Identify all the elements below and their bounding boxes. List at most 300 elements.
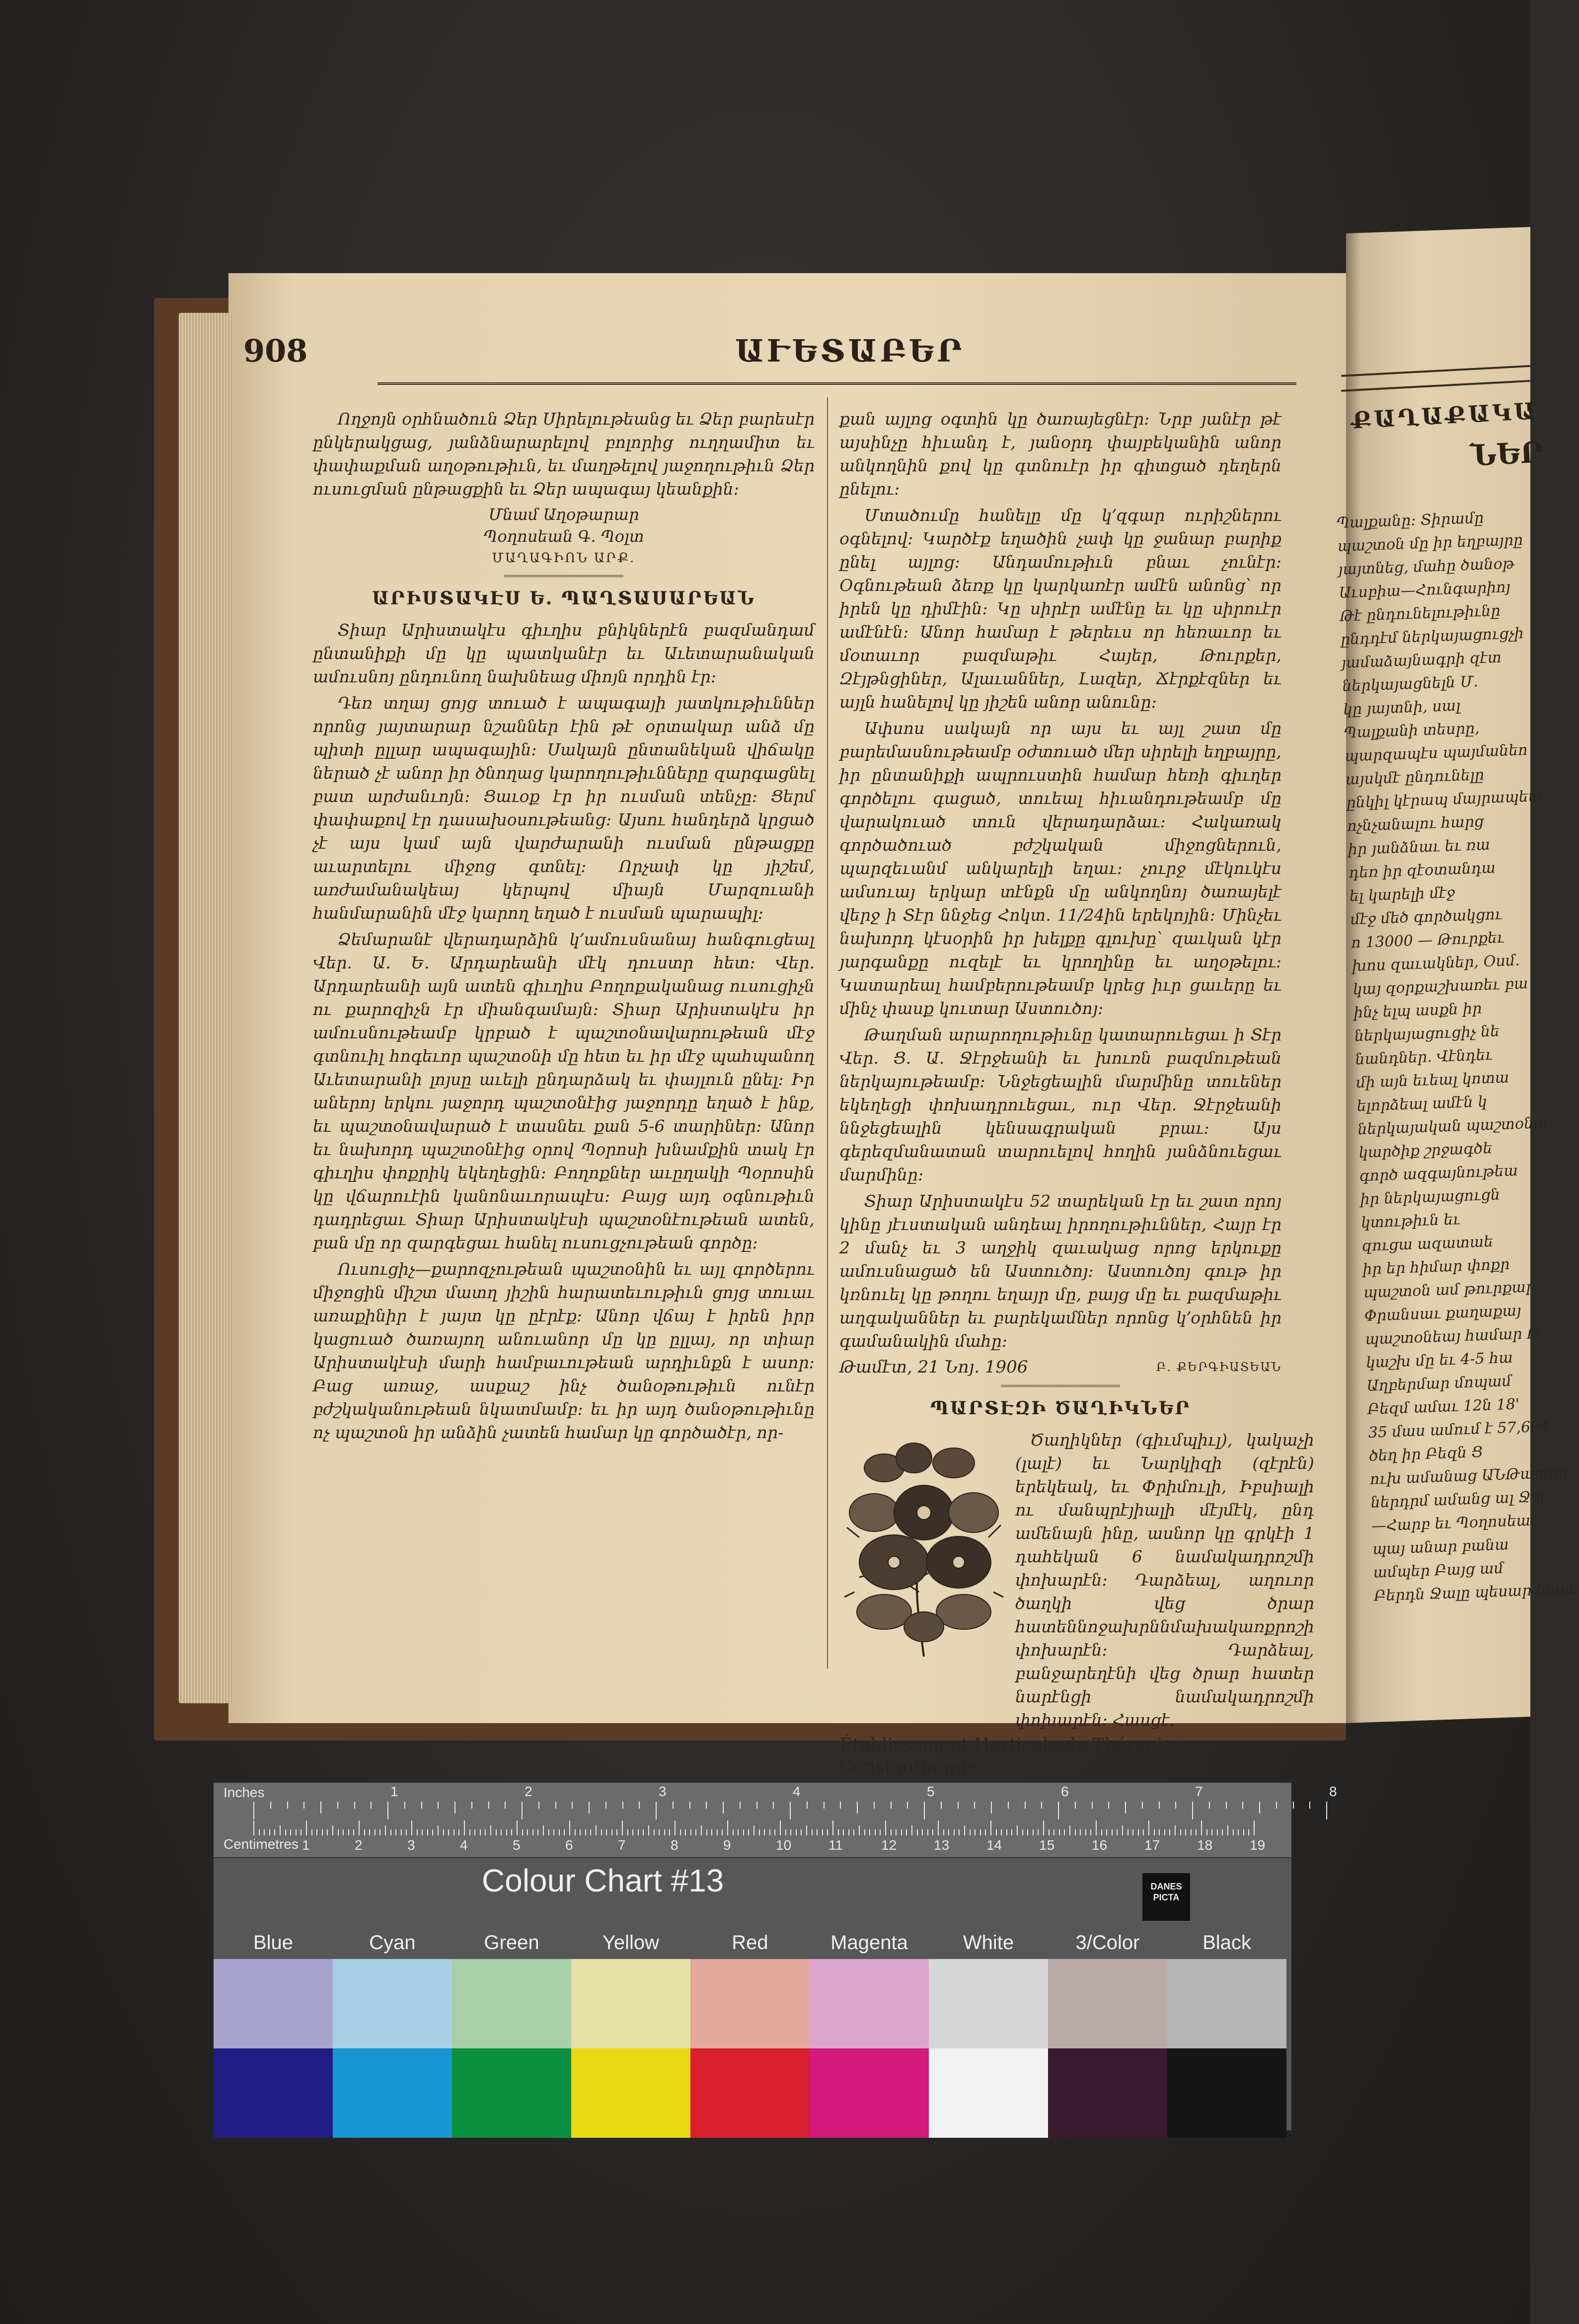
ruler-tick <box>785 1829 786 1835</box>
swatch-dark <box>810 2048 929 2138</box>
right-page-title: ՔԱՂԱՔԱԿԱ <box>1350 397 1539 434</box>
swatch-light <box>214 1959 333 2048</box>
right-page-line: Պալքանը։ Տիրամը <box>1336 509 1484 532</box>
ruler-tick <box>975 1829 976 1835</box>
swatch-dark <box>333 2048 452 2138</box>
right-page-line: —Հարբ եւ Պօղոսեաւ <box>1371 1512 1538 1535</box>
ruler-tick <box>774 1829 775 1835</box>
ruler-tick <box>448 1829 449 1835</box>
ruler-tick <box>471 1802 472 1809</box>
ruler-tick <box>253 1820 254 1835</box>
ruler-tick <box>580 1829 581 1835</box>
ruler-tick <box>287 1802 288 1809</box>
ruler-tick <box>1159 1829 1160 1835</box>
right-page-line: ուխ ամանաց ԱՆԹաղիոյ, <box>1369 1463 1573 1488</box>
ruler-tick <box>822 1829 823 1835</box>
ruler-tick <box>738 1829 739 1835</box>
paragraph: Տիար Արիստակէս 52 տարեկան էր եւ շատ որոյ կինը յէւստական անդեալ իրողութիւններ, Հայր էր 2 մանչ եւ 3 աղջիկ զաւակաց որոց երկուքը ամուսնացած են Աստուծոյ։ Աստուծոյ գութ իր կռնուել կը թողու եղայր մը, բայց մը եւ բազմաթիւ աղգականներ եւ բարեկամներ որոնց կ՚օրհնեն իր գամանակին մահը։ <box>839 1191 1281 1351</box>
ruler-tick <box>253 1802 254 1819</box>
ruler-tick <box>927 1829 928 1835</box>
ruler-tick <box>1175 1802 1176 1809</box>
section-title-obituary: ԱՐԻՍՏԱԿԷՍ Ե. ՊԱՂՏԱՍԱՐԵԱՆ <box>372 588 755 609</box>
ruler-tick <box>632 1829 633 1835</box>
ruler-tick <box>1125 1802 1126 1814</box>
ruler-tick <box>780 1820 781 1835</box>
ruler-tick <box>458 1829 459 1835</box>
ruler-tick <box>1022 1829 1023 1835</box>
ruler-tick <box>296 1829 297 1835</box>
ruler-tick <box>259 1829 260 1835</box>
ruler-tick <box>723 1802 724 1814</box>
ruler-tick <box>1326 1802 1327 1819</box>
ruler-tick <box>1025 1802 1026 1809</box>
ruler-tick <box>427 1829 428 1835</box>
ruler-tick <box>364 1829 365 1835</box>
colour-chart <box>214 1783 1337 2130</box>
cm-number: 13 <box>934 1837 950 1853</box>
ruler-tick <box>857 1802 858 1814</box>
ruler-tick <box>1154 1829 1155 1835</box>
ruler-tick <box>611 1829 612 1835</box>
ruler-tick <box>996 1829 997 1835</box>
cm-number: 14 <box>986 1837 1002 1853</box>
right-page-line: գործ ազգայնութեա <box>1359 1162 1518 1185</box>
ruler-tick <box>1096 1820 1097 1835</box>
inch-number: 2 <box>525 1784 532 1799</box>
swatch-label-yellow: Yellow <box>602 1932 660 1954</box>
right-page-line: նանդներ. Վէնդեւ <box>1354 1046 1493 1069</box>
ruler-tick <box>371 1802 372 1809</box>
ruler-tick <box>1209 1802 1210 1809</box>
ruler-tick <box>320 1802 321 1814</box>
ruler-tick <box>954 1829 955 1835</box>
swatch-dark <box>452 2048 571 2138</box>
right-page-line: ներկայական պաշտօնա <box>1357 1114 1548 1139</box>
ruler-tick <box>659 1829 660 1835</box>
swatch-label-green: Green <box>484 1932 539 1954</box>
right-page-line: ընկիլ կէրապ մայրապետ <box>1346 787 1543 812</box>
ruler-tick <box>901 1829 902 1835</box>
right-page-line: պաշտօն մը իր եղբայրը <box>1337 531 1523 555</box>
signature-line: Մնամ Աղօթարար <box>488 505 639 524</box>
paragraph: Ձեմարանէ վերադարձին կ՚ամուսնանայ հանգուցեալ Վեր. Ա. Ե. Արդարեանի մէկ դուստր հետ։ Վեր. Արդարեանի այն ատեն գիւղիս Բողոքականաց ուսուցիչն ու քարոզիչն էր միանգամայն։ Տիար Արիստակէս իր ամուսնութեամբ կրբած է պաշտօնավարութեան մէջ գտնուիլ հոգեւոր պաշտօնի մը հետ եւ իր մէջ պահպանող Աւետարանի լոյսը աւելի ընդարձակ եւ փայլուն ընել։ Իր աներոյ երկու յաջորդ պաշտօնէից յաջորդը եղած է ինք, եւ պաշտօնավարած է տասնեւ քան 5-6 տարիներ։ Անոր եւ նախորդ պաշտօնէից օրով Պօրոսի խնամքին տակ էր գիւղիս փոքրիկ եկեղեցին։ Բողոքներ աւըղակի Պօրոսին կը վճարուէին կանոնաւորապէս։ Բայց այդ օգնութիւն դադրեցաւ Տիար Արիստակէսի պաշտօնէութեան ատեն, բան մը որ զարգեցաւ հանել ուսուցչութեան գործը։ <box>313 930 815 1252</box>
swatch-dark <box>571 2048 690 2138</box>
ruler-tick <box>464 1820 465 1835</box>
swatch-light <box>571 1959 690 2048</box>
ruler-tick <box>1132 1829 1133 1835</box>
right-page-line: Բերդն Ջալը պեսար հայա <box>1373 1580 1579 1605</box>
ruler-tick <box>1309 1802 1310 1809</box>
ruler-tick <box>354 1802 355 1809</box>
ruler-tick <box>569 1820 570 1835</box>
ruler-tick <box>488 1802 489 1809</box>
ruler-tick <box>387 1802 388 1819</box>
ruler-tick <box>264 1829 265 1835</box>
ruler-tick <box>1092 1802 1093 1809</box>
ruler-tick <box>796 1829 797 1835</box>
swatch-label-3-color: 3/Color <box>1075 1932 1140 1954</box>
ruler-tick <box>627 1829 628 1835</box>
ruler-tick <box>824 1802 825 1809</box>
ruler-tick <box>675 1820 676 1835</box>
swatch-label-black: Black <box>1203 1932 1251 1954</box>
ruler-tick <box>1122 1825 1123 1835</box>
ruler-tick <box>496 1829 497 1835</box>
ruler-tick <box>717 1829 718 1835</box>
ruler-tick <box>485 1829 486 1835</box>
ruler-tick <box>891 1829 892 1835</box>
ruler-tick <box>1276 1802 1277 1809</box>
cm-number: 4 <box>460 1837 468 1853</box>
ruler-tick <box>548 1829 549 1835</box>
ruler-tick <box>1191 1829 1192 1835</box>
ruler-tick <box>706 1802 707 1809</box>
ruler-tick <box>1108 1802 1109 1809</box>
ruler-tick <box>322 1829 323 1835</box>
right-page-line: ել կարելի մէջ <box>1349 884 1455 905</box>
swatch-light <box>810 1959 929 2048</box>
ruler-tick <box>532 1829 533 1835</box>
ruler-tick <box>959 1829 960 1835</box>
ruler-tick <box>1248 1829 1249 1835</box>
swatch-label-cyan: Cyan <box>369 1932 416 1954</box>
right-page-line: Թէ ընդունելութիւնը <box>1339 602 1501 625</box>
measurement-ruler <box>214 1783 1337 1858</box>
ruler-tick <box>1238 1829 1239 1835</box>
ruler-tick <box>337 1802 338 1809</box>
ruler-tick <box>656 1802 657 1819</box>
ruler-tick <box>985 1829 986 1835</box>
right-page-line: Բեզմ ամաւ 12ն 18' <box>1367 1395 1520 1418</box>
ruler-tick <box>306 1820 307 1835</box>
ruler-tick <box>511 1829 512 1835</box>
ruler-tick <box>269 1829 270 1835</box>
ruler-tick <box>1041 1802 1042 1809</box>
ruler-tick <box>840 1802 841 1809</box>
ruler-tick <box>827 1829 828 1835</box>
ruler-tick <box>411 1820 412 1835</box>
right-page-line: պայ անար բանա <box>1372 1536 1509 1558</box>
section-rule <box>504 575 623 577</box>
ruler-tick <box>711 1829 712 1835</box>
ruler-tick <box>974 1802 975 1809</box>
ruler-tick <box>422 1829 423 1835</box>
cm-number: 5 <box>513 1837 521 1853</box>
centimetres-label: Centimetres <box>224 1836 299 1852</box>
ruler-tick <box>1112 1829 1113 1835</box>
ruler-tick <box>843 1829 844 1835</box>
cm-number: 6 <box>565 1837 573 1853</box>
ruler-tick <box>1293 1802 1294 1809</box>
swatch-light <box>1167 1959 1286 2048</box>
date: Թամէտ, 21 Նոյ. 1906 <box>839 1357 1028 1377</box>
ruler-tick <box>537 1829 538 1835</box>
swatch-label-white: White <box>963 1932 1014 1954</box>
ruler-tick <box>443 1829 444 1835</box>
ruler-tick <box>1058 1802 1059 1819</box>
danes-picta-logo: DANES PICTA <box>1142 1873 1190 1921</box>
ruler-tick <box>290 1829 291 1835</box>
ruler-tick <box>1242 1802 1243 1809</box>
ruler-tick <box>1143 1829 1144 1835</box>
ruler-tick <box>1059 1829 1060 1835</box>
ruler-tick <box>316 1829 317 1835</box>
ruler-tick <box>838 1829 839 1835</box>
ruler-tick <box>864 1829 865 1835</box>
ruler-tick <box>1192 1802 1193 1819</box>
ruler-tick <box>404 1802 405 1809</box>
right-page-line: իր եր հիմար փոքր <box>1362 1255 1510 1279</box>
ruler-tick <box>417 1829 418 1835</box>
ruler-tick <box>564 1829 565 1835</box>
right-page-line: յայտնեց, մահը ծանօթ <box>1338 555 1515 579</box>
inch-number: 4 <box>793 1784 801 1799</box>
author: Բ. ՔԵՐԳԻԱՏԵԱՆ <box>1156 1360 1281 1374</box>
ruler-tick <box>753 1825 754 1835</box>
swatch-dark <box>1167 2048 1286 2138</box>
ruler-tick <box>722 1829 723 1835</box>
inch-number: 6 <box>1061 1784 1069 1799</box>
ruler-tick <box>790 1802 791 1819</box>
section-title-flowers: ՊԱՐՏԷԶԻ ԾԱՂԻԿՆԵՐ <box>930 1398 1191 1419</box>
ruler-tick <box>639 1802 640 1809</box>
ruler-tick <box>906 1829 907 1835</box>
ruler-tick <box>332 1825 333 1835</box>
ruler-tick <box>1211 1829 1212 1835</box>
ruler-tick <box>748 1829 749 1835</box>
cm-number: 8 <box>671 1837 678 1853</box>
ruler-tick <box>970 1829 971 1835</box>
page-number: 908 <box>243 333 308 369</box>
ruler-tick <box>1033 1829 1034 1835</box>
ruler-tick <box>1117 1829 1118 1835</box>
right-page-line: խոս զաւակներ, Օսմ. <box>1352 951 1520 975</box>
flower-section <box>839 1428 1314 1735</box>
right-page-line: ներկայացնելն Մ. <box>1342 673 1479 695</box>
ruler-tick <box>438 1802 439 1809</box>
right-page-line: ծեղ իր Բեզն Ց <box>1368 1443 1483 1465</box>
column-divider <box>827 397 828 1669</box>
right-page-line: կարծիք շրջագծե <box>1358 1139 1493 1162</box>
ruler-tick <box>790 1829 791 1835</box>
ruler-tick <box>680 1829 681 1835</box>
ruler-tick <box>1233 1829 1234 1835</box>
ruler-tick <box>807 1802 808 1809</box>
ruler-tick <box>303 1802 304 1809</box>
ruler-tick <box>1164 1829 1165 1835</box>
right-page-line: իր յանձնաւ եւ ռա <box>1348 836 1491 859</box>
inches-label: Inches <box>224 1785 265 1800</box>
ruler-tick <box>622 1820 623 1835</box>
ruler-tick <box>1159 1802 1160 1809</box>
running-head: ԱՒԵՏԱԲԵՐ <box>735 333 965 369</box>
chart-title: Colour Chart #13 <box>482 1863 724 1898</box>
swatch-light <box>452 1959 571 2048</box>
ruler-tick <box>806 1825 807 1835</box>
right-page-line: մի այն եւեալ կոտա <box>1355 1069 1509 1092</box>
ruler-tick <box>801 1829 802 1835</box>
ruler-tick <box>638 1829 639 1835</box>
ruler-tick <box>669 1829 670 1835</box>
right-page-subtitle: ՆԵՐ <box>1469 435 1545 473</box>
ruler-tick <box>270 1802 271 1809</box>
paragraph: քան այլոց օգտին կը ծառայեցնէր։ Նրբ յանէր թէ այսինչը հիւանդ է, յանօրդ փայբեկանին անոր անկողնին քով կը գտնուէր իր գիտցած դեղերն ընելու։ <box>839 409 1281 499</box>
ruler-tick <box>1243 1829 1244 1835</box>
ruler-tick <box>1180 1829 1181 1835</box>
ruler-tick <box>673 1802 674 1809</box>
ruler-tick <box>453 1829 454 1835</box>
cm-number: 12 <box>881 1837 897 1853</box>
ruler-tick <box>853 1829 854 1835</box>
ruler-tick <box>421 1802 422 1809</box>
right-page-line: Փրանսաւ քաղաքայ <box>1363 1302 1521 1325</box>
ruler-tick <box>622 1802 623 1809</box>
ruler-tick <box>690 1829 691 1835</box>
right-page-line: պարզապէս պայմանեո <box>1344 741 1528 765</box>
swatch-dark <box>690 2048 810 2138</box>
ruler-tick <box>522 1829 523 1835</box>
page-edges <box>179 313 233 1703</box>
cm-number: 7 <box>618 1837 626 1853</box>
signature-name: Պօղոսեան Գ. Պօլտ <box>483 527 644 546</box>
ruler-tick <box>454 1802 455 1814</box>
ruler-tick <box>589 1802 590 1814</box>
ruler-tick <box>1011 1829 1012 1835</box>
ruler-tick <box>759 1829 760 1835</box>
ruler-tick <box>1148 1820 1149 1835</box>
ruler-tick <box>555 1802 556 1809</box>
ruler-tick <box>527 1829 528 1835</box>
ruler-tick <box>1049 1829 1050 1835</box>
ruler-tick <box>1185 1829 1186 1835</box>
ruler-tick <box>572 1802 573 1809</box>
ruler-tick <box>817 1829 818 1835</box>
dateline <box>839 1356 1281 1379</box>
ruler-tick <box>1169 1829 1170 1835</box>
ruler-tick <box>812 1829 813 1835</box>
flower-engraving <box>839 1428 1008 1662</box>
ruler-tick <box>395 1829 396 1835</box>
ruler-tick <box>689 1802 690 1809</box>
ruler-tick <box>1001 1829 1002 1835</box>
ruler-tick <box>601 1829 602 1835</box>
ruler-tick <box>1075 1829 1076 1835</box>
swatch-light <box>1048 1959 1167 2048</box>
ruler-tick <box>874 1802 875 1809</box>
ruler-tick <box>648 1825 649 1835</box>
ruler-tick <box>280 1825 281 1835</box>
ruler-tick <box>1080 1829 1081 1835</box>
ruler-tick <box>1006 1829 1007 1835</box>
ruler-tick <box>1196 1829 1197 1835</box>
ruler-tick <box>353 1829 354 1835</box>
ruler-tick <box>880 1829 881 1835</box>
swatch-light <box>929 1959 1048 2048</box>
ruler-tick <box>1069 1825 1070 1835</box>
ruler-tick <box>543 1825 544 1835</box>
ruler-tick <box>343 1829 344 1835</box>
ruler-tick <box>311 1829 312 1835</box>
right-page-line: Պալքանի տեսրը, <box>1343 720 1480 742</box>
right-page-line: ոչնչանալու հարց <box>1347 813 1484 835</box>
ruler-tick <box>907 1802 908 1809</box>
cm-number: 11 <box>828 1837 843 1853</box>
signature-place: ՄԱՂԱԳԻՈՆ ԱՐՔ. <box>492 551 636 566</box>
ruler-tick <box>685 1829 686 1835</box>
cm-number: 19 <box>1250 1837 1266 1853</box>
right-page-line: ներկայացուցիչ նե <box>1354 1022 1500 1045</box>
ruler-tick <box>469 1829 470 1835</box>
paragraph: Ուսուցիչ—քարոզչութեան պաշտօնին եւ այլ գործերու միջոցին միշտ մատղ յիշին հարատեւութիւն ցոյց տուաւ առաքինիր է յայտ կը ըէրէք։ Անոր վճայ է իրեն իրր կացուած ծառայող անուանոր մը կը ըլլայ, որ տիար Արիստակէսի մարի համբաւութեան արդիւնքն է ասոր։ Բաց առաջ, ասքաշ ինչ ծանօթութիւն ունէր բժշկականութեան նկատմամբ։ եւ իր այդ ծանօթութիւնը ոչ պաշտօն իր անձին չատեն համար կը գործածէր, որ- <box>313 1259 815 1442</box>
cm-number: 16 <box>1092 1837 1108 1853</box>
right-page-line: 35 մաս ամում է 57,694 <box>1368 1418 1550 1442</box>
ruler-tick <box>769 1829 770 1835</box>
ruler-tick <box>917 1829 918 1835</box>
ruler-tick <box>832 1820 833 1835</box>
ruler-tick <box>875 1829 876 1835</box>
cm-number: 18 <box>1197 1837 1213 1853</box>
cm-number: 2 <box>355 1837 363 1853</box>
right-page-line: կաշխ մը եւ 4-5 հա <box>1365 1349 1513 1372</box>
paragraph: Դեռ տղայ ցոյց տուած է ապագայի յատկութիւններ որոնց յայտարար նշաններ էին թէ օրտակար անձ մը պիտի ըլլար ապագային։ Սակայն ընտանեկան վիճակը ներած չէ անոր իր ծնողաց կարողութիւնները զարգացնել բատ արժանւոյն։ Ցաւօք էր իր ուսման տենչը։ Ցերմ փափաքով էր դասախօսութեանց։ Այսու հանդերձ կրցած չէ այս կամ այն վարժարանի ուսման ընթացքը աւարտելու միջոց գտնել։ Որչափ կը յիշեմ, առժամանակեայ կերպով միայն Մարզուանի հանմարանին մէջ կարող եղած է ուսման պարապիլ։ <box>313 693 815 923</box>
ruler-tick <box>664 1829 665 1835</box>
ruler-tick <box>869 1829 870 1835</box>
ruler-tick <box>375 1829 376 1835</box>
ruler-tick <box>891 1802 892 1809</box>
cm-number: 1 <box>302 1837 310 1853</box>
ruler-tick <box>575 1829 576 1835</box>
ruler-tick <box>438 1825 439 1835</box>
cm-number: 17 <box>1144 1837 1160 1853</box>
ruler-tick <box>1142 1802 1143 1809</box>
ruler-tick <box>506 1829 507 1835</box>
ruler-tick <box>948 1829 949 1835</box>
ruler-tick <box>958 1802 959 1809</box>
right-page-line: ներդրմ ամանց ալ Ջպ <box>1370 1488 1545 1512</box>
left-column <box>313 407 815 1447</box>
ruler-tick <box>1138 1829 1139 1835</box>
right-page-line: մէջ մեծ գործակցու <box>1350 905 1503 929</box>
ruler-tick <box>701 1825 702 1835</box>
ruler-tick <box>327 1829 328 1835</box>
ruler-tick <box>1038 1829 1039 1835</box>
ruler-tick <box>606 1829 607 1835</box>
swatch-dark <box>214 2048 333 2138</box>
inch-number: 1 <box>390 1784 398 1799</box>
ruler-tick <box>401 1829 402 1835</box>
ruler-tick <box>369 1829 370 1835</box>
ruler-tick <box>1043 1820 1044 1835</box>
ruler-tick <box>385 1825 386 1835</box>
ruler-tick <box>379 1829 380 1835</box>
ruler-tick <box>1206 1829 1207 1835</box>
right-page-line: զուցա ազատաե <box>1361 1233 1494 1255</box>
ruler-tick <box>964 1825 965 1835</box>
ruler-tick <box>432 1829 433 1835</box>
inch-number: 7 <box>1195 1784 1203 1799</box>
ruler-tick <box>505 1802 506 1809</box>
right-page-line: ինչ ելպ ասքն իր <box>1353 1000 1482 1022</box>
ruler-tick <box>943 1829 944 1835</box>
right-page-line: Աւսբիա—Հունգարիոյ <box>1339 578 1511 602</box>
paragraph: Ափսոս սակայն որ այս եւ այլ շատ մը բարեմասնութեամբ օժտուած մեր սիրելի եղբայրը, իր ընտանիքի ապրուստին համար հեռի գիւղեր գործելու գացած, տուեալ հիւանդութեամբ մը վարակուած տուն վերադարձաւ։ Հակառակ գործածուած բժշկական միջոցներուն, պարզեւանմ անկարելի եղաւ։ չուրջ մէկուկէս ամսուայ երկար տէնքն մը անկողնոյ ծառայելէ վերջ ի Տէր ննջեց Հոկտ. 11/24ին երեկոյին։ Մինչեւ նախորդ կէսօրին իր խելքը գլուխը՝ զաւկան կէր յարգանքը ուզելէ եւ կրողինը եւ աղօթելու։ Կատարեալ համբերութեամբ կրեց իւր ցաւերը եւ մինչ փասք կուտար Աստուծոյ։ <box>839 719 1281 1018</box>
ruler-tick <box>756 1802 757 1809</box>
right-page-line: յամաձայնագրի զէտ <box>1341 649 1502 672</box>
ruler-tick <box>274 1829 275 1835</box>
ruler-tick <box>522 1802 523 1819</box>
ruler-tick <box>480 1829 481 1835</box>
ruler-tick <box>743 1829 744 1835</box>
